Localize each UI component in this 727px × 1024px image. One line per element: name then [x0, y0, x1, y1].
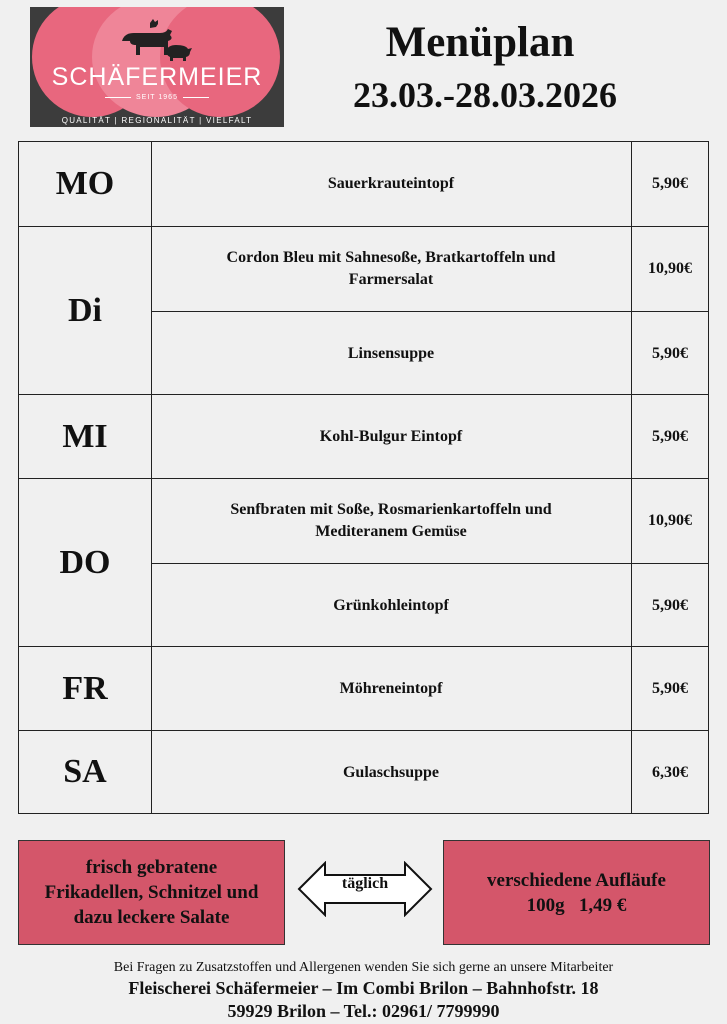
- menu-row-sa: [19, 730, 708, 813]
- dish-price: 10,90€: [631, 479, 708, 563]
- dish-name: Cordon Bleu mit Sahnesoße, Bratkartoffeln und Farmersalat: [226, 249, 556, 288]
- day-label: SA: [19, 731, 152, 813]
- logo-tagline: QUALITÄT | REGIONALITÄT | VIELFALT: [61, 116, 253, 125]
- special-right-box: [443, 840, 710, 945]
- special-left-line: frisch gebratene: [85, 857, 218, 878]
- date-range: 23.03.-28.03.2026: [353, 75, 617, 115]
- dish-price: 5,90€: [631, 311, 708, 395]
- daily-label: täglich: [341, 875, 389, 892]
- company-logo: [30, 7, 284, 127]
- menu-row-mi: [19, 394, 708, 478]
- menu-row-do: [19, 478, 708, 646]
- special-right-line: 100g 1,49 €: [526, 894, 627, 916]
- dish-name: Grünkohleintopf: [151, 563, 708, 647]
- special-left-line: dazu leckere Salate: [73, 907, 230, 928]
- day-label: FR: [19, 647, 152, 730]
- dish-price: 5,90€: [631, 395, 708, 479]
- day-label: DO: [19, 479, 152, 646]
- dish-name: Linsensuppe: [151, 311, 708, 395]
- dish-name: Sauerkrauteintopf: [327, 175, 455, 192]
- dish-price: 6,30€: [631, 731, 708, 814]
- menu-row-di: [19, 226, 708, 394]
- dish-name: Gulaschsuppe: [342, 763, 440, 781]
- special-left-line: Frikadellen, Schnitzel und: [44, 882, 259, 903]
- footer-contact: 59929 Brilon – Tel.: 02961/ 7799990: [227, 1001, 500, 1021]
- day-label: MI: [19, 395, 152, 478]
- dish-price: 5,90€: [631, 563, 708, 647]
- dish-price: 5,90€: [631, 647, 708, 731]
- logo-since: SEIT 1965: [30, 94, 284, 101]
- footer-address: Fleischerei Schäfermeier – Im Combi Brilon – Bahnhofstr. 18: [128, 978, 599, 998]
- dish-name: Senfbraten mit Soße, Rosmarienkartoffeln und Mediteranem Gemüse: [230, 501, 552, 540]
- page-title: Menüplan: [385, 19, 575, 66]
- day-label: Di: [19, 227, 152, 394]
- dish-name: Kohl-Bulgur Eintopf: [319, 428, 463, 445]
- menu-table: [18, 141, 709, 814]
- special-left-box: [18, 840, 285, 945]
- farm-animals-icon: [116, 17, 196, 65]
- allergen-note: Bei Fragen zu Zusatzstoffen und Allergenen wenden Sie sich gerne an unsere Mitarbeiter: [113, 960, 614, 975]
- dish-price: 10,90€: [631, 227, 708, 311]
- dish-price: 5,90€: [631, 142, 708, 226]
- menu-row-mo: [19, 142, 708, 226]
- logo-brand: SCHÄFERMEIER: [51, 63, 263, 91]
- menu-row-fr: [19, 646, 708, 730]
- special-right-line: verschiedene Aufläufe: [487, 869, 666, 891]
- day-label: MO: [19, 142, 152, 226]
- dish-name: Möhreneintopf: [339, 680, 443, 697]
